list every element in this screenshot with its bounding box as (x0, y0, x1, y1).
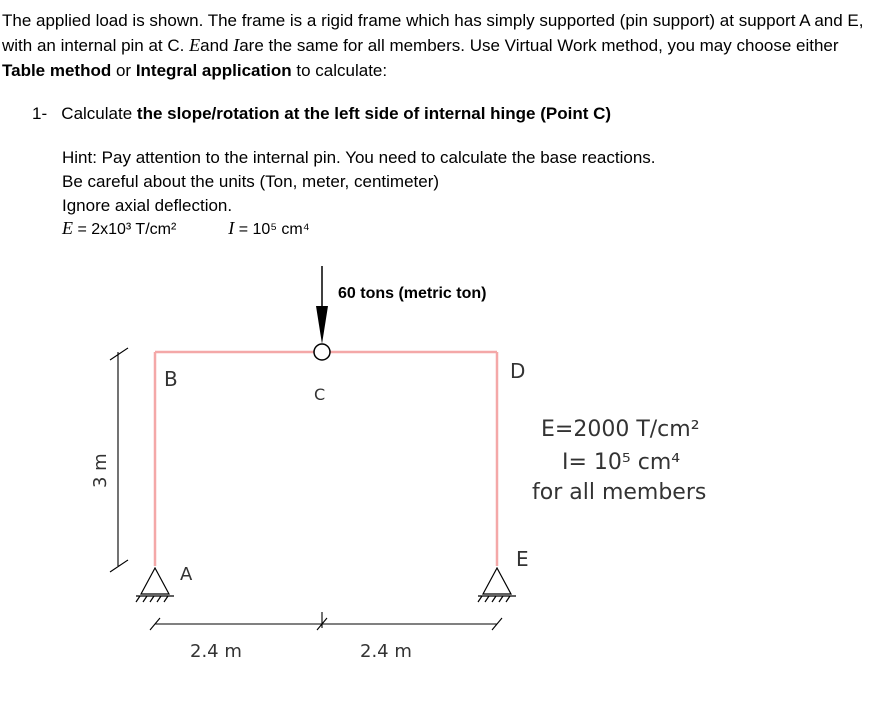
span-right-label: 2.4 m (360, 641, 412, 662)
intro-text-d: or (111, 61, 136, 80)
intro-text-a: The applied load is shown. The frame is a rigid frame which has simply supported (pin support) at support A and E, with an internal pin at C. (2, 11, 864, 55)
pin-support-A-icon (136, 568, 174, 602)
props-E-symbol: E (62, 218, 73, 238)
props-I-symbol: I (228, 218, 235, 238)
props-E-value: = 2x10³ T/cm² (73, 221, 177, 238)
node-E-label: E (516, 547, 529, 571)
node-C-label: C (314, 385, 326, 404)
load-label: 60 tons (metric ton) (338, 285, 487, 302)
hint-line-2: Be careful about the units (Ton, meter, centimeter) (62, 172, 440, 191)
frame-members (155, 352, 497, 566)
span-left-label: 2.4 m (190, 641, 242, 662)
intro-text-e: to calculate: (291, 61, 388, 80)
figure-prop-I: I= 10⁵ cm⁴ (562, 450, 681, 475)
hinge-C-icon (314, 344, 330, 360)
question-bold: the slope/rotation at the left side of internal hinge (Point C) (136, 104, 612, 123)
table-method: Table method (2, 61, 112, 80)
span-dimension (150, 612, 502, 630)
question-number: 1- (32, 104, 48, 123)
question-pre: Calculate (61, 104, 137, 123)
hint-line-1: Hint: Pay attention to the internal pin. You need to calculate the base reactions. (62, 148, 656, 167)
height-label: 3 m (90, 453, 111, 488)
props-I-value: = 10⁵ cm⁴ (234, 221, 310, 238)
intro-text-b: and (200, 36, 234, 55)
symbol-E: E (189, 35, 201, 55)
intro-text-c: are the same for all members. Use Virtual Work method, you may choose either (239, 36, 839, 55)
hint-line-3: Ignore axial deflection. (62, 196, 233, 215)
node-D-label: D (510, 359, 526, 383)
node-B-label: B (164, 367, 178, 391)
node-A-label: A (180, 564, 193, 585)
figure-prop-note: for all members (532, 480, 707, 505)
integral-application: Integral application (135, 61, 292, 80)
symbol-I: I (233, 35, 240, 55)
height-dimension (110, 348, 128, 572)
pin-support-E-icon (478, 568, 516, 602)
load-arrow-icon (316, 266, 328, 344)
figure-prop-E: E=2000 T/cm² (541, 417, 700, 442)
